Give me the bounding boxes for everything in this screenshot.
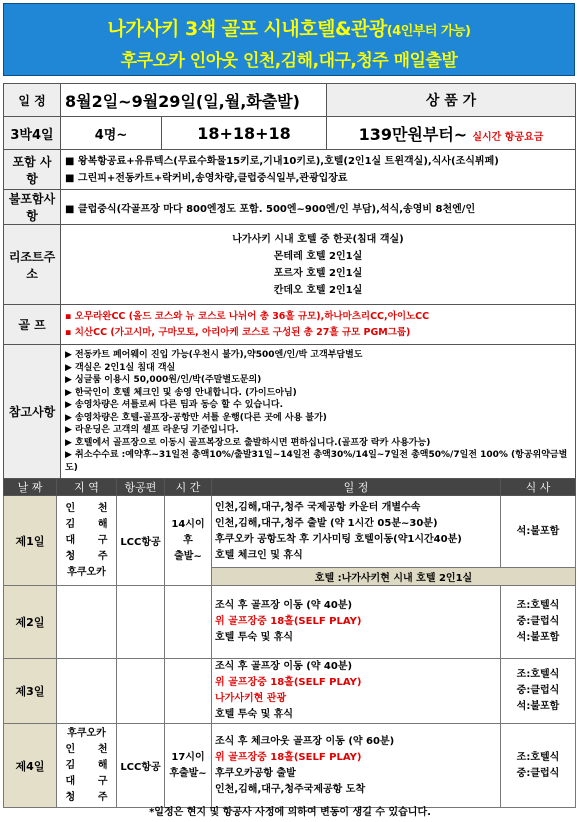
time-cell <box>165 496 212 586</box>
header-region: 지 역 <box>57 479 117 496</box>
flight-cell: LCC항공 <box>117 724 165 808</box>
time-line: 14시이 <box>171 518 205 530</box>
golf-line: ▪ 오무라완CC (올드 코스와 뉴 코스로 나뉘어 총 36홀 규모),하나마츠리CC,아이노CC <box>65 310 430 322</box>
meal-line: 석:불포함 <box>516 525 560 537</box>
region-line: 대 구 <box>65 775 108 787</box>
meal-line: 중:클럽식 <box>516 616 560 627</box>
day-cell: 제3일 <box>4 659 57 724</box>
day-cell: 제2일 <box>4 586 57 659</box>
itinerary-line: 호텔 투숙 및 휴식 <box>215 709 294 720</box>
include-cell <box>61 150 576 190</box>
meal-line: 석:불포함 <box>516 701 560 712</box>
duration: 3박4일 <box>4 117 61 150</box>
meal-line: 석:불포함 <box>516 632 560 643</box>
itinerary-line: 인천,김해,대구,청주 국제공항 카운터 개별수속 <box>215 501 421 513</box>
region-line: 대 구 <box>65 534 108 546</box>
itinerary-cell <box>212 586 501 659</box>
region-line: 청 주 <box>65 791 108 803</box>
day-cell: 제4일 <box>4 724 57 808</box>
time-cell <box>165 724 212 808</box>
meals-cell <box>501 724 576 808</box>
region-cell <box>57 496 117 586</box>
include-label: 포함 사항 <box>4 150 61 190</box>
schedule-value: 8월2일~9월29일(일,월,화출발) <box>61 84 327 117</box>
itinerary-table <box>3 478 576 808</box>
itinerary-line: 호텔 투숙 및 휴식 <box>215 632 294 643</box>
region-line: 인 천 <box>65 743 108 755</box>
include-line: ■ 왕복항공료+유류텍스(무료수화물15키로,기내10키로),호텔(2인1실 트윈객실),식사(조식뷔페) <box>65 155 499 167</box>
itinerary-line: 후쿠오카 공항도착 후 기사미팅 호텔이동(약1시간40분) <box>215 533 462 545</box>
exclude-text: ■ 클럽중식(각골프장 마다 800엔정도 포함. 500엔~900엔/인 부담),석식,송영비 8천엔/인 <box>61 190 576 225</box>
meals-cell <box>501 659 576 724</box>
time-line: 후출발~ <box>169 767 207 779</box>
meal-line: 중:클럽식 <box>516 767 560 779</box>
banner-title-note: (4인부터 가능) <box>386 24 471 39</box>
banner-title-main: 나가사키 3색 골프 시내호텔&관광 <box>107 18 387 40</box>
meal-line: 조:호텔식 <box>516 751 560 763</box>
region-cell <box>57 586 117 659</box>
itinerary-line: 나가사키현 관광 <box>215 693 287 704</box>
region-line: 후쿠오카 <box>67 727 106 739</box>
flight-cell <box>117 659 165 724</box>
meal-line: 조:호텔식 <box>516 600 560 611</box>
itinerary-cell <box>212 724 501 808</box>
product-info-table <box>3 83 576 479</box>
meal-line: 조:호텔식 <box>516 669 560 680</box>
itinerary-cell <box>212 659 501 724</box>
title-banner <box>3 3 575 76</box>
hotel-bar: 호텔 :나가사키현 시내 호텔 2인1실 <box>212 568 576 586</box>
time-line: 출발~ <box>174 550 202 562</box>
note-line: ▶ 객실은 2인1실 침대 객실 <box>65 362 176 373</box>
itinerary-line: 호텔 체크인 및 휴식 <box>215 549 303 561</box>
price-cell <box>327 117 576 150</box>
resort-line: 나가사키 시내 호텔 중 한곳(침대 객실) <box>232 233 404 245</box>
header-time: 시 간 <box>165 479 212 496</box>
header-meals: 식 사 <box>501 479 576 496</box>
holes: 18+18+18 <box>162 117 327 150</box>
region-line: 김 해 <box>65 518 108 530</box>
header-itinerary: 일 정 <box>212 479 501 496</box>
price-note: 실시간 항공요금 <box>472 131 544 143</box>
itinerary-line: 인천,김해,대구,청주국제공항 도착 <box>215 783 366 795</box>
time-line: 17시이 <box>171 751 205 763</box>
resort-line: 포르자 호텔 2인1실 <box>273 267 363 279</box>
region-line: 인 천 <box>65 502 108 514</box>
flight-cell <box>117 586 165 659</box>
region-line: 김 해 <box>65 759 108 771</box>
footnote: *일정은 현지 및 항공사 사정에 의하여 변동이 생길 수 있습니다. <box>149 807 431 818</box>
region-cell <box>57 659 117 724</box>
note-line: ▶ 송영차량은 호텔-골프장-공항만 셔틀 운행(다른 곳에 사용 불가) <box>65 412 327 423</box>
note-line: ▶ 한국인이 호텔 체크인 및 송영 안내합니다. (가이드아님) <box>65 387 297 398</box>
time-cell <box>165 586 212 659</box>
golf-line: ▪ 치산CC (가고시마, 구마모토, 아리아케 코스로 구성된 총 27홀 규모 PGM그룹) <box>65 326 411 338</box>
itinerary-line: 후쿠오카공항 출발 <box>215 767 296 779</box>
banner-title <box>4 14 574 41</box>
resort-label: 리조트주소 <box>4 225 61 305</box>
itinerary-line: 조식 후 골프장 이동 (약 40분) <box>215 661 353 672</box>
flight-cell: LCC항공 <box>117 496 165 586</box>
price: 139만원부터~ <box>358 124 468 144</box>
region-line: 청 주 <box>65 550 108 562</box>
meal-line: 중:클럽식 <box>516 685 560 696</box>
itinerary-line: 조식 후 골프장 이동 (약 40분) <box>215 600 353 611</box>
notes-label: 참고사항 <box>4 345 61 479</box>
itinerary-line: 위 골프장중 18홀(SELF PLAY) <box>215 616 362 627</box>
note-line: ▶ 호텔에서 골프장으로 이동시 골프복장으로 출발하시면 편하십니다.(골프장 락카 사용가능) <box>65 437 431 448</box>
note-line: ▶ 송영차량은 셔틀로써 다른 팀과 동승 할 수 있습니다. <box>65 400 283 410</box>
meals-cell <box>501 496 576 568</box>
region-line: 후쿠오카 <box>67 566 106 578</box>
time-line: 후 <box>183 534 193 546</box>
note-line: ▶ 싱글룸 이용시 50,000원/인/박(주말별도문의) <box>65 375 262 385</box>
day-cell: 제1일 <box>4 496 57 586</box>
include-line: ■ 그린피+전동카트+락커비,송영차량,클럽중식일부,관광입장료 <box>65 172 348 184</box>
golf-cell <box>61 305 576 345</box>
region-cell <box>57 724 117 808</box>
note-line: ▶ 전동카트 페어웨이 진입 가능(우천시 불가),약500엔/인/박 고객부담별도 <box>65 350 363 360</box>
itinerary-line: 위 골프장중 18홀(SELF PLAY) <box>215 677 362 688</box>
note-line: ▶ 취소수수료 :예약후~31일전 총액10%/출발31일~14일전 총액30%/14일~7일전 총액50%/7일전 100% (항공위약금별도) <box>65 450 568 473</box>
resort-line: 칸데오 호텔 2인1실 <box>273 284 363 296</box>
banner-subtitle: 후쿠오카 인아웃 인천,김해,대구,청주 매일출발 <box>120 51 458 71</box>
itinerary-line: 조식 후 체크아웃 골프장 이동 (약 60분) <box>215 735 395 747</box>
note-line: ▶ 라운딩은 고객의 셀프 라운딩 기준입니다. <box>65 425 239 435</box>
resort-line: 몬테레 호텔 2인1실 <box>273 250 363 262</box>
price-label: 상 품 가 <box>327 84 576 117</box>
meals-cell <box>501 586 576 659</box>
header-flight: 항공편 <box>117 479 165 496</box>
exclude-label: 불포함사항 <box>4 190 61 225</box>
schedule-label: 일 정 <box>4 84 61 117</box>
resort-cell <box>61 225 576 305</box>
itinerary-line: 인천,김해,대구,청주 출발 (약 1시간 05분~30분) <box>215 517 438 529</box>
golf-label: 골 프 <box>4 305 61 345</box>
itinerary-line: 위 골프장중 18홀(SELF PLAY) <box>215 751 362 763</box>
itinerary-cell <box>212 496 501 568</box>
pax: 4명~ <box>61 117 162 150</box>
time-cell <box>165 659 212 724</box>
notes-cell <box>61 345 576 479</box>
header-date: 날 짜 <box>4 479 57 496</box>
